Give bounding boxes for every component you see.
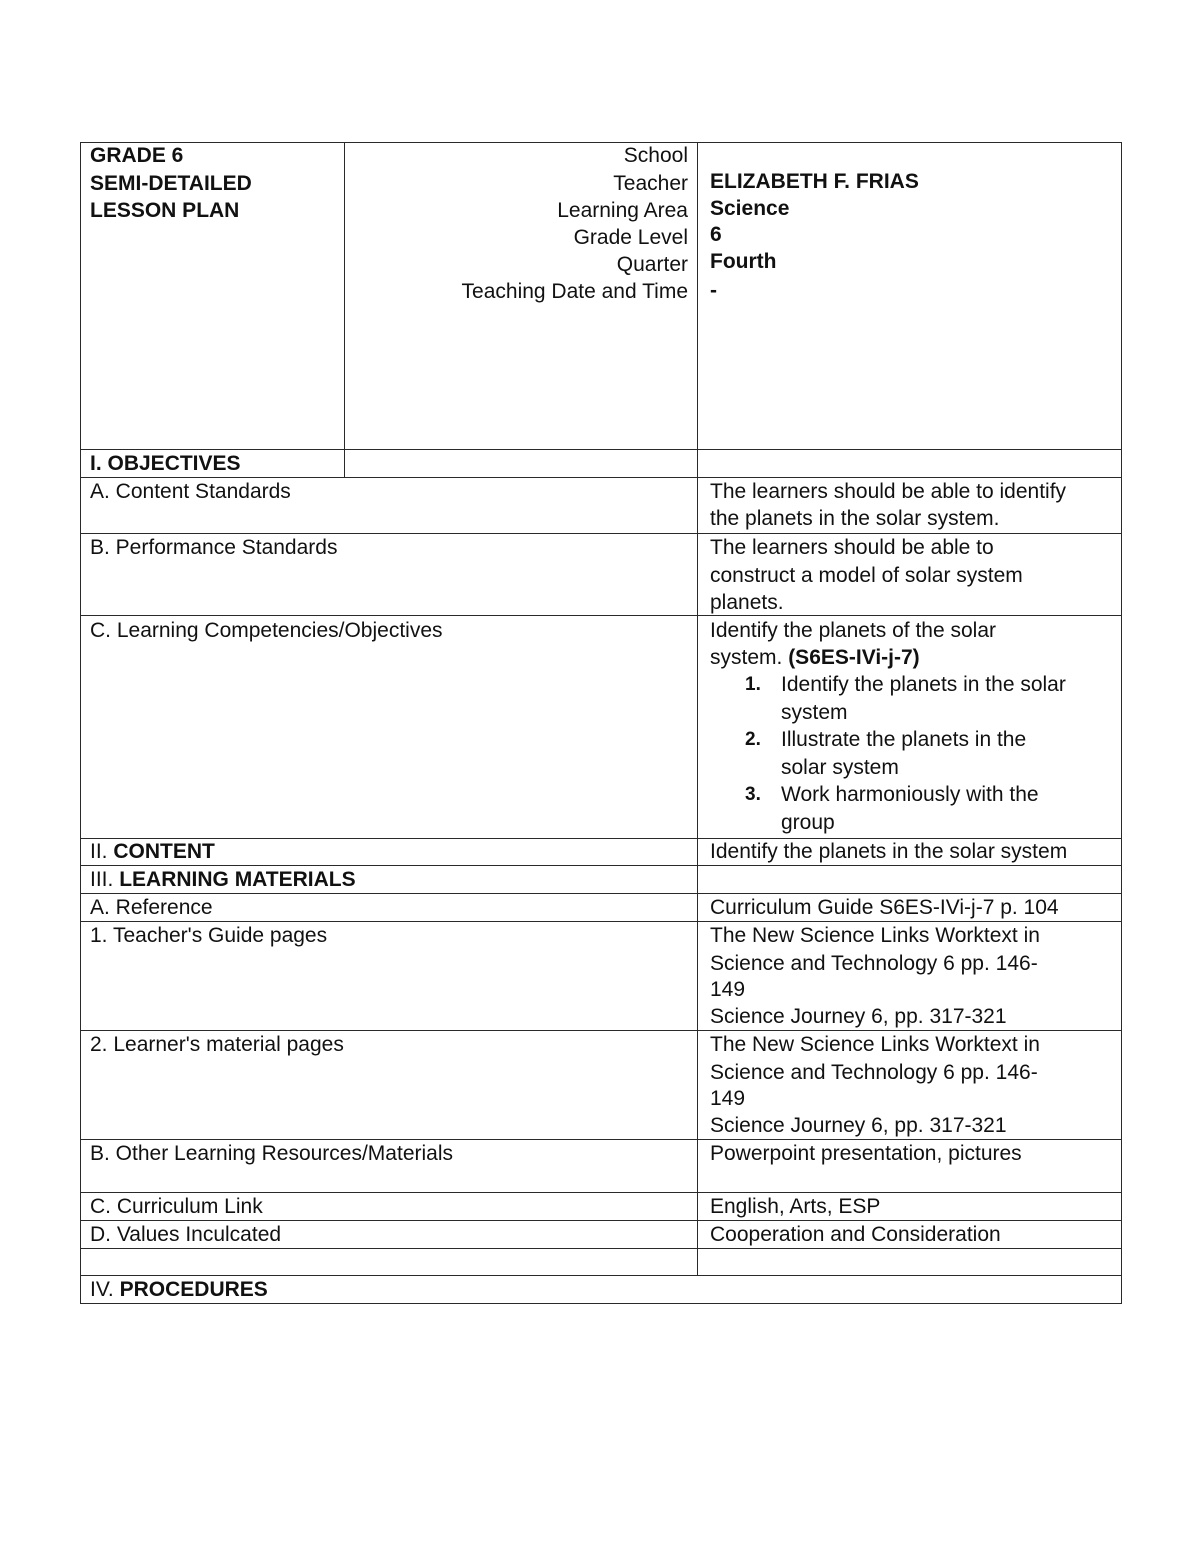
plan-title-line-3: LESSON PLAN <box>90 199 240 222</box>
list-item-line: Work harmoniously with the <box>781 783 1039 806</box>
field-label-school: School <box>623 144 688 167</box>
list-item-number: 3. <box>745 784 761 805</box>
list-item-number: 2. <box>745 729 761 750</box>
field-value-teacher: ELIZABETH F. FRIAS <box>710 170 919 193</box>
other-resources-value: Powerpoint presentation, pictures <box>710 1142 1022 1165</box>
teachers-guide-value-line-2: Science and Technology 6 pp. 146- <box>710 952 1038 975</box>
table-border-left <box>80 142 81 1304</box>
list-item-line: group <box>781 810 835 834</box>
field-label-teacher: Teacher <box>613 172 688 195</box>
list-item-line: system <box>781 700 848 724</box>
field-value-quarter: Fourth <box>710 250 777 273</box>
header-divider-1 <box>344 142 345 477</box>
field-label-quarter: Quarter <box>616 253 688 276</box>
learning-materials-heading <box>90 866 356 894</box>
values-inculcated-value: Cooperation and Consideration <box>710 1223 1001 1246</box>
performance-standards-value-line-1: The learners should be able to <box>710 536 994 559</box>
learners-material-value-line-4: Science Journey 6, pp. 317-321 <box>710 1114 1007 1137</box>
field-value-learning-area: Science <box>710 197 790 220</box>
teachers-guide-value-line-3: 149 <box>710 978 746 1001</box>
competencies-intro-prefix: system. <box>710 646 783 669</box>
objectives-list <box>745 671 1066 836</box>
column-divider <box>697 142 698 1275</box>
performance-standards-label: B. Performance Standards <box>90 536 338 559</box>
table-border-top <box>80 142 1122 143</box>
learning-materials-text: LEARNING MATERIALS <box>119 868 356 891</box>
teachers-guide-value-line-1: The New Science Links Worktext in <box>710 924 1040 947</box>
content-standards-value-line-2: the planets in the solar system. <box>710 507 1000 530</box>
teachers-guide-value-line-4: Science Journey 6, pp. 317-321 <box>710 1005 1007 1028</box>
procedures-prefix: IV. <box>90 1278 114 1301</box>
content-value: Identify the planets in the solar system <box>710 840 1068 863</box>
competencies-intro-line-1: Identify the planets of the solar <box>710 619 997 642</box>
plan-title-line-2: SEMI-DETAILED <box>90 172 252 195</box>
field-label-learning-area: Learning Area <box>557 199 688 222</box>
other-resources-label: B. Other Learning Resources/Materials <box>90 1142 453 1165</box>
learners-material-label: 2. Learner's material pages <box>90 1033 344 1056</box>
content-standards-label: A. Content Standards <box>90 480 291 503</box>
procedures-heading <box>90 1276 268 1304</box>
curriculum-link-value: English, Arts, ESP <box>710 1195 881 1218</box>
performance-standards-value-line-3: planets. <box>710 591 784 614</box>
performance-standards-value-line-2: construct a model of solar system <box>710 564 1023 587</box>
field-value-grade-level: 6 <box>710 223 722 246</box>
competencies-label: C. Learning Competencies/Objectives <box>90 619 443 642</box>
learners-material-value-line-2: Science and Technology 6 pp. 146- <box>710 1061 1038 1084</box>
field-label-grade-level: Grade Level <box>573 226 688 249</box>
plan-title-line-1: GRADE 6 <box>90 144 184 167</box>
reference-label: A. Reference <box>90 896 213 919</box>
row-separator-performance-standards <box>80 615 1122 616</box>
competency-code: (S6ES-IVi-j-7) <box>788 646 920 669</box>
list-item-line: Identify the planets in the solar <box>781 673 1066 696</box>
content-heading-text: CONTENT <box>113 840 215 863</box>
list-item-line: solar system <box>781 755 899 779</box>
learners-material-value-line-1: The New Science Links Worktext in <box>710 1033 1040 1056</box>
objectives-heading: I. OBJECTIVES <box>90 452 241 475</box>
content-heading-prefix: II. <box>90 840 108 863</box>
values-inculcated-label: D. Values Inculcated <box>90 1223 282 1246</box>
list-item <box>745 671 1066 726</box>
field-value-teaching-date: - <box>710 279 717 302</box>
list-item-line: Illustrate the planets in the <box>781 728 1027 751</box>
learners-material-value-line-3: 149 <box>710 1087 746 1110</box>
list-item <box>745 726 1066 781</box>
content-standards-value-line-1: The learners should be able to identify <box>710 480 1067 503</box>
table-border-right <box>1121 142 1122 1304</box>
list-item <box>745 781 1066 836</box>
field-label-teaching-date: Teaching Date and Time <box>461 280 688 303</box>
curriculum-link-label: C. Curriculum Link <box>90 1195 263 1218</box>
teachers-guide-label: 1. Teacher's Guide pages <box>90 924 328 947</box>
content-heading <box>90 838 215 866</box>
procedures-text: PROCEDURES <box>119 1278 268 1301</box>
list-item-number: 1. <box>745 674 761 695</box>
reference-value: Curriculum Guide S6ES-IVi-j-7 p. 104 <box>710 896 1059 919</box>
learning-materials-prefix: III. <box>90 868 114 891</box>
competencies-intro-line-2 <box>710 644 920 672</box>
